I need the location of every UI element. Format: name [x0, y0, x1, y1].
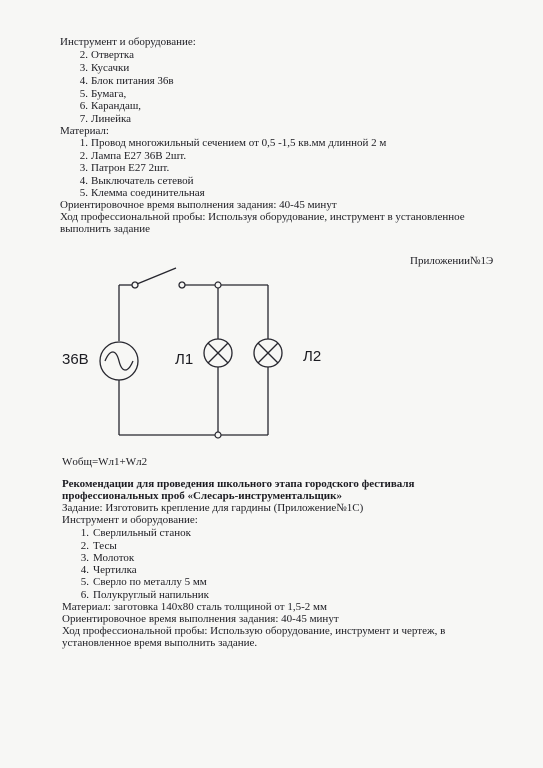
section-title: профессиональных проб «Слесарь-инструментальщик» [62, 490, 342, 502]
lamp2-icon [254, 339, 282, 367]
list-item-number: 2. [80, 540, 89, 552]
list-item-number: 2. [79, 150, 88, 162]
list-item: Выключатель сетевой [91, 175, 194, 187]
appendix-label: Приложении№1Э [410, 255, 494, 267]
list-item: Лампа Е27 36В 2шт. [91, 150, 187, 162]
procedure-line: выполнить задание [60, 223, 151, 235]
list-item: Патрон Е27 2шт. [91, 162, 170, 174]
ac-source-icon [100, 342, 138, 380]
list-item-number: 6. [79, 100, 88, 112]
list-item-number: 3. [80, 552, 89, 564]
list-item: Тесы [93, 540, 117, 552]
list-item: Линейка [91, 113, 132, 125]
list-item: Сверлильный станок [93, 527, 191, 539]
list-item: Молоток [93, 552, 135, 564]
source-label: 36В [62, 351, 89, 368]
list-item-number: 5. [79, 88, 88, 100]
tools-heading: Инструмент и оборудование: [62, 514, 198, 526]
list-item-number: 6. [80, 589, 89, 601]
list-item: Полукруглый напильник [93, 589, 209, 601]
section-title: Рекомендации для проведения школьного этапа городского фестиваля [62, 478, 415, 490]
procedure-line: установленное время выполнить задание. [62, 637, 258, 649]
switch-contact-right [179, 282, 185, 288]
list-item: Кусачки [91, 62, 130, 74]
list-item-number: 3. [79, 62, 88, 74]
materials-heading: Материал: [60, 125, 109, 137]
list-item-number: 4. [79, 75, 88, 87]
junction-node-top [215, 282, 221, 288]
list-item-number: 4. [80, 564, 89, 576]
list-item: Бумага, [91, 88, 127, 100]
list-item: Сверло по металлу 5 мм [93, 576, 207, 588]
list-item-number: 4. [79, 175, 88, 187]
time-estimate: Ориентировочное время выполнения задания: 40-45 минут [62, 613, 339, 625]
procedure-line: Ход профессиональной пробы: Использую оборудование, инструмент и чертеж, в [62, 625, 446, 637]
switch-lever [137, 268, 176, 284]
time-estimate: Ориентировочное время выполнения задания: 40-45 минут [60, 199, 337, 211]
list-item: Блок питания 36в [91, 75, 174, 87]
list-item: Карандаш, [91, 100, 142, 112]
list-item: Клемма соединительная [91, 187, 205, 199]
lamp1-label: Л1 [175, 351, 194, 368]
list-item-number: 7. [79, 113, 88, 125]
list-item-number: 2. [79, 49, 88, 61]
list-item-number: 5. [79, 187, 88, 199]
list-item: Чертилка [93, 564, 137, 576]
list-item-number: 1. [79, 137, 88, 149]
power-formula: Wобщ=Wл1+Wл2 [62, 456, 148, 468]
material-text: Материал: заготовка 140х80 сталь толщиной от 1,5-2 мм [62, 601, 327, 613]
task-text: Задание: Изготовить крепление для гардины (Приложение№1С) [62, 502, 364, 514]
list-item: Провод многожильный сечением от 0,5 -1,5 кв.мм длинной 2 м [91, 137, 387, 149]
procedure-line: Ход профессиональной пробы: Используя оборудование, инструмент в установленное [60, 211, 465, 223]
list-item-number: 3. [79, 162, 88, 174]
list-item-number: 1. [80, 527, 89, 539]
junction-node-bottom [215, 432, 221, 438]
switch-contact-left [132, 282, 138, 288]
list-item: Отвертка [91, 49, 134, 61]
tools-heading: Инструмент и оборудование: [60, 36, 196, 48]
lamp1-icon [204, 339, 232, 367]
lamp2-label: Л2 [303, 348, 322, 365]
list-item-number: 5. [80, 576, 89, 588]
